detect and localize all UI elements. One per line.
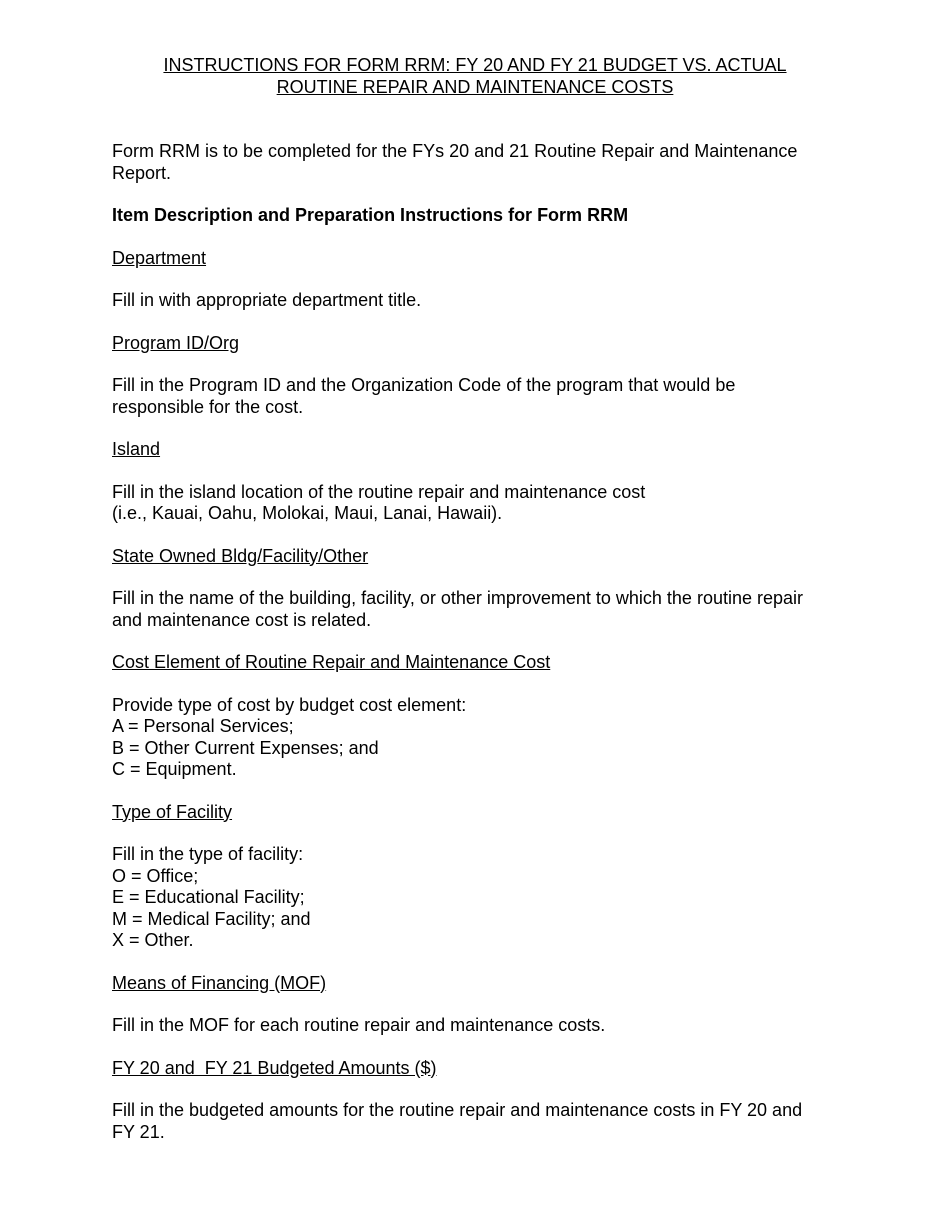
section-heading-mof: Means of Financing (MOF) [112,972,327,993]
section-heading-department: Department [112,247,207,268]
section-line: Fill in with appropriate department title. [112,290,422,310]
intro-line-1: Form RRM is to be completed for the FYs 20 and 21 Routine Repair and Maintenance [112,141,798,161]
section-line: E = Educational Facility; [112,887,305,907]
section-body-department [112,290,842,312]
title-line-2: ROUTINE REPAIR AND MAINTENANCE COSTS [276,76,674,97]
section-line: Fill in the budgeted amounts for the routine repair and maintenance costs in FY 20 and [112,1100,803,1120]
item-description-heading: Item Description and Preparation Instructions for Form RRM [112,205,629,225]
section-body-program-id [112,375,842,418]
section-line: Fill in the name of the building, facility, or other improvement to which the routine repair [112,588,804,608]
title-line-1: INSTRUCTIONS FOR FORM RRM: FY 20 AND FY 21 BUDGET VS. ACTUAL [163,55,787,75]
section-line: C = Equipment. [112,759,237,779]
section-heading-state-owned-bldg: State Owned Bldg/Facility/Other [112,545,369,566]
section-line: responsible for the cost. [112,396,304,417]
intro-line-2: Report. [112,162,172,183]
section-body-cost-element [112,695,842,781]
section-line: O = Office; [112,865,199,886]
document-title [112,55,838,98]
section-line: Provide type of cost by budget cost element: [112,694,467,715]
section-body-island [112,482,842,525]
section-body-budgeted-amounts [112,1100,842,1143]
section-heading-type-of-facility: Type of Facility [112,801,233,822]
section-line: M = Medical Facility; and [112,908,311,929]
section-body-state-owned-bldg [112,588,842,631]
section-line: X = Other. [112,930,194,950]
section-line: Fill in the type of facility: [112,844,304,864]
section-body-type-of-facility [112,844,842,952]
section-heading-island: Island [112,439,161,459]
section-line: FY 21. [112,1121,165,1142]
section-line: (i.e., Kauai, Oahu, Molokai, Maui, Lanai, Hawaii). [112,503,503,523]
section-heading-cost-element: Cost Element of Routine Repair and Maintenance Cost [112,652,551,672]
section-line: Fill in the Program ID and the Organization Code of the program that would be [112,375,736,395]
section-line: B = Other Current Expenses; and [112,737,379,758]
section-heading-budgeted-amounts: FY 20 and FY 21 Budgeted Amounts ($) [112,1057,437,1078]
section-body-mof [112,1015,842,1037]
section-line: Fill in the island location of the routine repair and maintenance cost [112,481,646,502]
section-line: Fill in the MOF for each routine repair and maintenance costs. [112,1015,606,1035]
document-page [112,55,842,1143]
intro-paragraph [112,141,842,184]
section-line: A = Personal Services; [112,716,294,736]
section-heading-program-id: Program ID/Org [112,332,240,353]
section-line: and maintenance cost is related. [112,609,372,630]
